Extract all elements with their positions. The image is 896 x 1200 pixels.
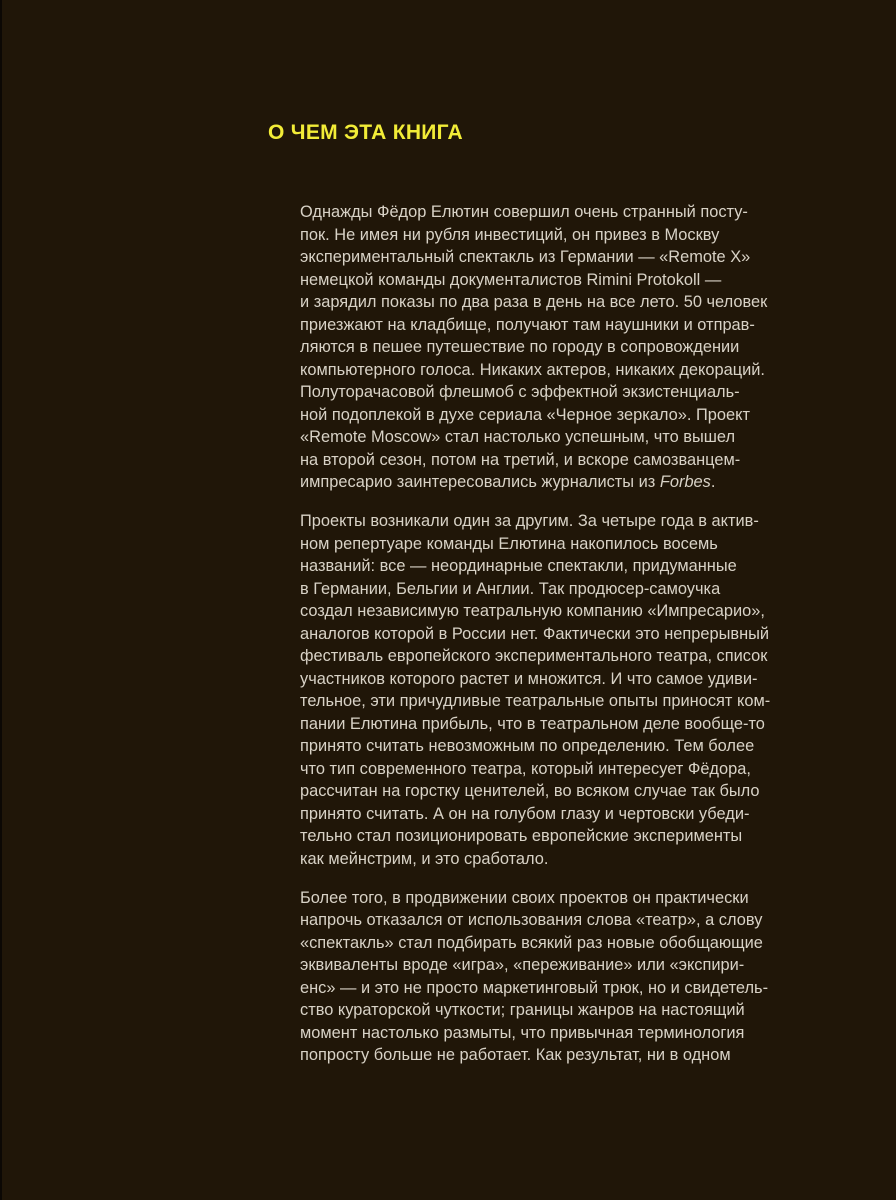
text-line: Проекты возникали один за другим. За четыре года в актив- <box>300 512 759 531</box>
line-prefix: импресарио заинтересовались журналисты из <box>300 473 660 491</box>
text-line-last <box>300 471 820 494</box>
text-line: как мейнстрим, и это сработало. <box>300 849 549 868</box>
paragraph-2 <box>300 510 820 870</box>
text-line: ство кураторской чуткости; границы жанров на настоящий <box>300 1001 745 1020</box>
text-line: аналогов которой в России нет. Фактически это непрерывный <box>300 624 770 643</box>
publication-name: Forbes <box>659 473 711 491</box>
text-line: названий: все — неординарные спектакли, придуманные <box>300 557 737 576</box>
text-line: «спектакль» стал подбирать всякий раз новые обобщающие <box>300 933 763 952</box>
text-line: напрочь отказался от использования слова «театр», а слову <box>300 911 763 930</box>
text-line: рассчитан на горстку ценителей, во всяком случае так было <box>300 782 760 801</box>
section-heading: О ЧЕМ ЭТА КНИГА <box>268 121 464 144</box>
body-text <box>300 201 820 1083</box>
text-line: момент настолько размыты, что привычная терминология <box>300 1023 745 1042</box>
text-line: ной подоплекой в духе сериала «Черное зеркало». Проект <box>300 405 750 424</box>
text-line: принято считать. А он на голубом глазу и чертовски убеди- <box>300 804 750 823</box>
text-line: тельное, эти причудливые театральные опыты приносят ком- <box>300 692 771 711</box>
text-line: создал независимую театральную компанию «Импресарио», <box>300 602 765 621</box>
text-line: эквиваленты вроде «игра», «переживание» или «экспири- <box>300 956 745 975</box>
text-line: что тип современного театра, который интересует Фёдора, <box>300 759 751 778</box>
text-line: енс» — и это не просто маркетинговый трюк, но и свидетель- <box>300 978 769 997</box>
text-line: пок. Не имея ни рубля инвестиций, он привез в Москву <box>300 225 720 244</box>
text-line: компьютерного голоса. Никаких актеров, никаких декораций. <box>300 360 765 379</box>
text-line: участников которого растет и множится. И что самое удиви- <box>300 669 758 688</box>
text-line: на второй сезон, потом на третий, и вскоре самозванцем- <box>300 450 741 469</box>
paragraph-1 <box>300 201 820 494</box>
text-line: попросту больше не работает. Как результат, ни в одном <box>300 1046 731 1065</box>
text-line: ляются в пешее путешествие по городу в сопровождении <box>300 338 740 356</box>
text-line: приезжают на кладбище, получают там наушники и отправ- <box>300 315 755 334</box>
text-line: и зарядил показы по два раза в день на все лето. 50 человек <box>300 293 768 311</box>
text-line: принято считать невозможным по определению. Тем более <box>300 737 755 756</box>
text-line: Полуторачасовой флешмоб с эффектной экзистенциаль- <box>300 383 740 401</box>
paragraph-3 <box>300 887 820 1067</box>
text-line: фестиваль европейского экспериментального театра, список <box>300 647 768 666</box>
text-line: немецкой команды документалистов Rimini Protokoll — <box>300 270 722 289</box>
text-line: Однажды Фёдор Елютин совершил очень странный посту- <box>300 203 748 221</box>
text-line: ном репертуаре команды Елютина накопилось восемь <box>300 534 718 553</box>
text-line: пании Елютина прибыль, что в театральном деле вообще-то <box>300 714 765 733</box>
text-line: «Remote Moscow» стал настолько успешным, что вышел <box>300 428 736 446</box>
text-line: Более того, в продвижении своих проектов он практически <box>300 888 749 907</box>
text-line: экспериментальный спектакль из Германии — «Remote X» <box>300 248 751 266</box>
text-line: в Германии, Бельгии и Англии. Так продюсер-самоучка <box>300 579 721 598</box>
page-edge <box>0 0 2 1200</box>
line-suffix: . <box>710 473 716 491</box>
text-line: тельно стал позиционировать европейские эксперименты <box>300 827 743 846</box>
